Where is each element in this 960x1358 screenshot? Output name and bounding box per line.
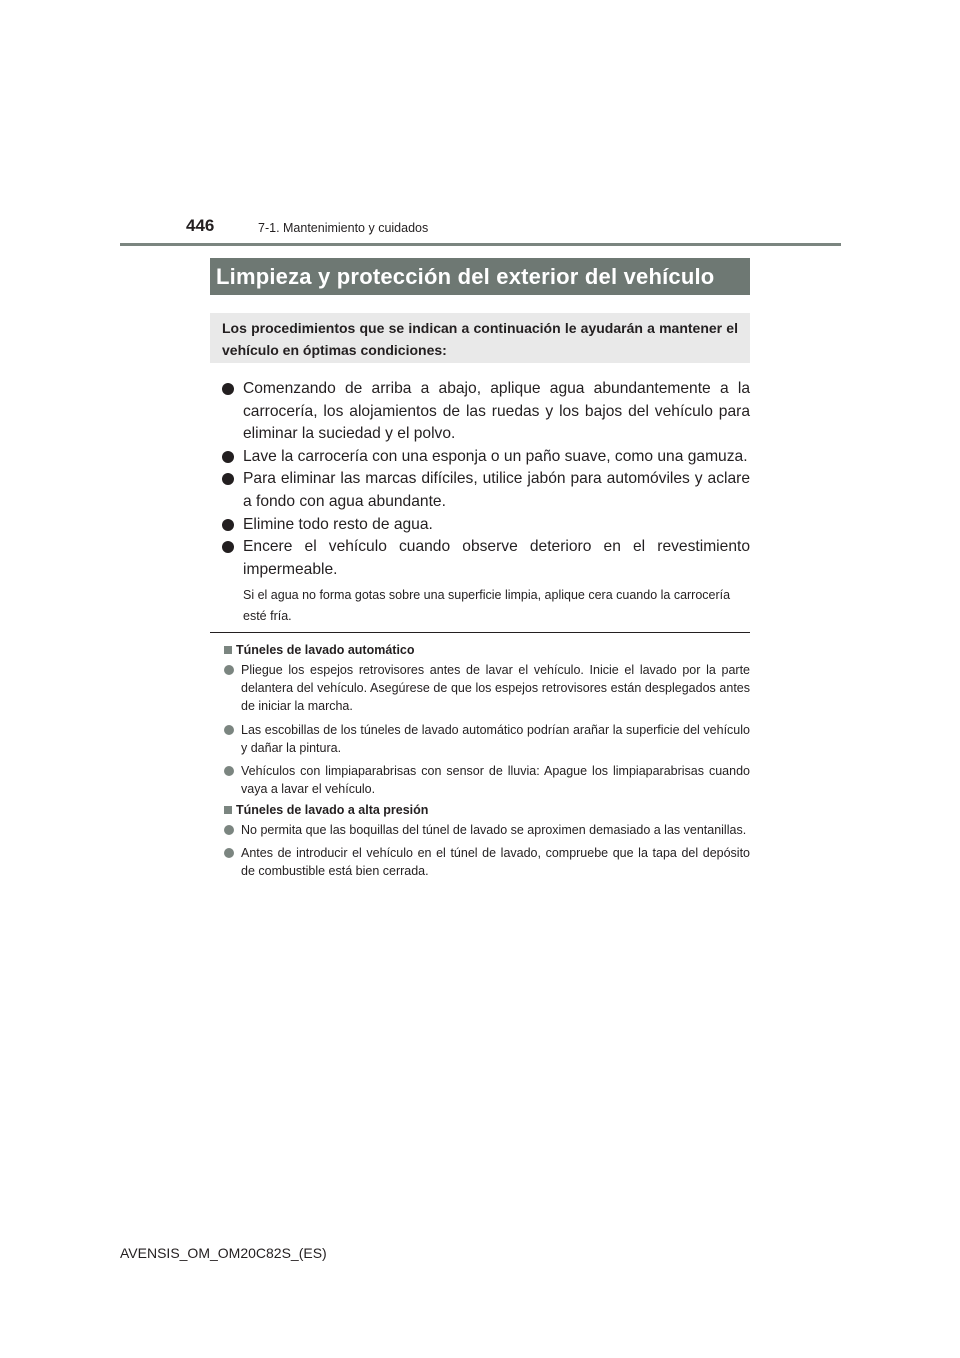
square-bullet-icon xyxy=(224,806,232,814)
bullet-dot-icon xyxy=(224,825,234,835)
step-item xyxy=(222,514,750,537)
list-item xyxy=(224,844,750,880)
step-text: Encere el vehículo cuando observe deterioro en el revestimiento impermeable. xyxy=(243,538,750,578)
footer-document-code: AVENSIS_OM_OM20C82S_(ES) xyxy=(120,1245,327,1261)
step-text: Para eliminar las marcas difíciles, utilice jabón para automóviles y aclare a fondo con agua abundante. xyxy=(243,470,750,510)
list-item xyxy=(224,821,750,839)
step-item xyxy=(222,378,750,446)
bullet-dot-icon xyxy=(222,451,234,463)
bullet-dot-icon xyxy=(222,473,234,485)
list-item xyxy=(224,721,750,757)
step-item xyxy=(222,446,750,469)
intro-text: Los procedimientos que se indican a continuación le ayudarán a mantener el vehículo en óptimas condiciones: xyxy=(222,320,738,358)
list-item-text: No permita que las boquillas del túnel de lavado se aproximen demasiado a las ventanillas. xyxy=(241,823,747,837)
section-heading-text: Túneles de lavado automático xyxy=(236,643,415,657)
section-high-pressure-car-wash xyxy=(224,801,750,886)
list-item-text: Antes de introducir el vehículo en el túnel de lavado, compruebe que la tapa del depósito de combustible está bien cerrada. xyxy=(241,846,750,879)
bullet-dot-icon xyxy=(224,848,234,858)
section-label: 7-1. Mantenimiento y cuidados xyxy=(258,221,429,235)
list-item xyxy=(224,661,750,716)
square-bullet-icon xyxy=(224,646,232,654)
section-heading xyxy=(224,641,750,659)
step-text: Comenzando de arriba a abajo, aplique agua abundantemente a la carrocería, los alojamientos de las ruedas y los bajos del vehículo para eliminar la suciedad y el polvo. xyxy=(243,380,750,443)
section-list xyxy=(224,661,750,798)
bullet-dot-icon xyxy=(224,725,234,735)
section-list xyxy=(224,821,750,881)
bullet-dot-icon xyxy=(222,519,234,531)
wax-note: Si el agua no forma gotas sobre una superficie limpia, aplique cera cuando la carrocería esté fría. xyxy=(243,588,731,624)
bullet-dot-icon xyxy=(224,665,234,675)
page-title: Limpieza y protección del exterior del vehículo xyxy=(210,258,750,295)
bullet-dot-icon xyxy=(224,766,234,776)
section-automatic-car-wash xyxy=(224,641,750,803)
section-heading xyxy=(224,801,750,819)
list-item-text: Vehículos con limpiaparabrisas con sensor de lluvia: Apague los limpiaparabrisas cuando vaya a lavar el vehículo. xyxy=(241,764,750,797)
header-rule xyxy=(120,243,841,246)
step-text: Lave la carrocería con una esponja o un paño suave, como una gamuza. xyxy=(243,447,748,465)
steps-list xyxy=(222,378,750,627)
bullet-dot-icon xyxy=(222,383,234,395)
bullet-dot-icon xyxy=(222,541,234,553)
list-item-text: Las escobillas de los túneles de lavado automático podrían arañar la superficie del vehículo y dañar la pintura. xyxy=(241,722,750,755)
page-number: 446 xyxy=(186,216,215,235)
list-item xyxy=(224,762,750,798)
step-item xyxy=(222,468,750,513)
step-text: Elimine todo resto de agua. xyxy=(243,515,433,533)
list-item-text: Pliegue los espejos retrovisores antes de lavar el vehículo. Inicie el lavado por la parte delantera del vehículo. Asegúrese de que los espejos retrovisores están desplegados antes de iniciar la marcha. xyxy=(241,663,750,714)
step-item xyxy=(222,536,750,581)
section-heading-text: Túneles de lavado a alta presión xyxy=(236,803,429,817)
section-divider xyxy=(210,632,750,633)
intro-box xyxy=(210,313,750,363)
